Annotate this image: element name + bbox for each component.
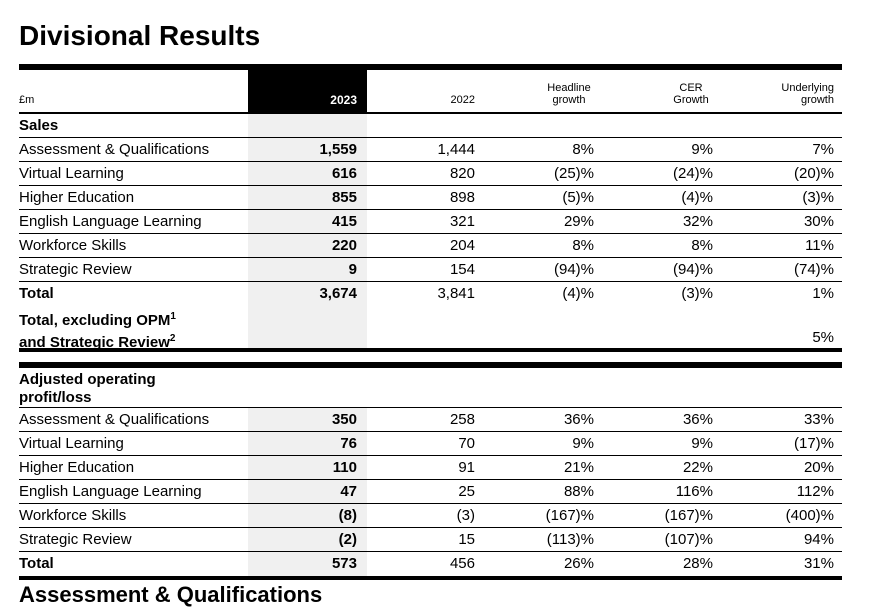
cell-y2023: (2) bbox=[248, 528, 367, 551]
cell-underlying: 30% bbox=[803, 212, 834, 230]
table-row bbox=[19, 408, 842, 432]
cell-y2023: 415 bbox=[248, 210, 367, 233]
profit-heading-line2: profit/loss bbox=[19, 389, 92, 406]
cell-headline: (167)% bbox=[545, 506, 594, 524]
cell-y2022: (3) bbox=[456, 506, 475, 524]
header-2023: 2023 bbox=[248, 70, 367, 112]
excl-sup2: 2 bbox=[169, 333, 176, 344]
cell-cer: (167)% bbox=[664, 506, 713, 524]
table-row bbox=[19, 528, 842, 552]
cell-headline: 88% bbox=[563, 482, 594, 500]
cell-underlying: 94% bbox=[803, 530, 834, 548]
cell-underlying: 112% bbox=[796, 482, 834, 500]
cell-headline: 8% bbox=[572, 236, 594, 254]
cell-underlying: (20)% bbox=[793, 164, 834, 182]
cell-y2023: 1,559 bbox=[248, 138, 367, 161]
cell-name: English Language Learning bbox=[19, 482, 202, 500]
cell-name: Virtual Learning bbox=[19, 164, 124, 182]
table-row bbox=[19, 480, 842, 504]
cell-y2022: 91 bbox=[458, 458, 475, 476]
excl-line1: Total, excluding OPM bbox=[19, 312, 171, 329]
table-row bbox=[19, 234, 842, 258]
cell-underlying: (400)% bbox=[785, 506, 834, 524]
cell-name: Higher Education bbox=[19, 188, 135, 206]
cell-headline: 29% bbox=[563, 212, 594, 230]
excl-underlying: 5% bbox=[812, 329, 834, 346]
excl-sup1: 1 bbox=[170, 311, 176, 322]
cell-headline: 8% bbox=[572, 140, 594, 158]
cell-headline: 26% bbox=[563, 555, 594, 572]
cell-headline: 9% bbox=[572, 434, 594, 452]
cell-name: Total bbox=[19, 555, 54, 572]
cell-y2023: 855 bbox=[248, 186, 367, 209]
header-underlying-growth-label: Underlying growth bbox=[781, 82, 834, 106]
sales-rows bbox=[19, 138, 842, 306]
sales-excl-row bbox=[19, 306, 842, 351]
cell-underlying: (74)% bbox=[793, 260, 834, 278]
table-row bbox=[19, 162, 842, 186]
cell-underlying: 20% bbox=[803, 458, 834, 476]
cell-y2023: 220 bbox=[248, 234, 367, 257]
cell-name: Higher Education bbox=[19, 458, 135, 476]
cell-cer: (94)% bbox=[672, 260, 713, 278]
cell-cer: (107)% bbox=[664, 530, 713, 548]
page-title: Divisional Results bbox=[19, 20, 261, 51]
cell-y2023: (8) bbox=[248, 504, 367, 527]
cell-y2022: 70 bbox=[458, 434, 475, 452]
table-header-row bbox=[19, 70, 842, 114]
cell-y2022: 154 bbox=[449, 260, 475, 278]
cell-y2022: 204 bbox=[449, 236, 475, 254]
cell-name: Strategic Review bbox=[19, 260, 132, 278]
cell-underlying: (3)% bbox=[802, 188, 834, 206]
table-row bbox=[19, 282, 842, 306]
cell-name: Workforce Skills bbox=[19, 236, 127, 254]
cell-headline: (94)% bbox=[553, 260, 594, 278]
header-cer-growth-label: CER Growth bbox=[673, 82, 709, 106]
cell-underlying: 11% bbox=[805, 236, 834, 254]
cell-y2023: 47 bbox=[248, 480, 367, 503]
sales-section-heading bbox=[19, 114, 842, 138]
cell-cer: 28% bbox=[682, 555, 713, 572]
shaded-cell bbox=[248, 114, 367, 137]
profit-heading-line1: Adjusted operating bbox=[19, 371, 156, 388]
table-row bbox=[19, 504, 842, 528]
cell-cer: 116% bbox=[675, 482, 713, 500]
cell-y2022: 321 bbox=[449, 212, 475, 230]
cell-cer: (4)% bbox=[681, 188, 713, 206]
profit-section-heading bbox=[19, 368, 842, 408]
cell-headline: (5)% bbox=[562, 188, 594, 206]
cell-name: Assessment & Qualifications bbox=[19, 140, 210, 158]
profit-heading bbox=[19, 368, 248, 407]
cell-y2022: 3,841 bbox=[437, 285, 475, 302]
cell-y2023: 9 bbox=[248, 258, 367, 281]
cell-y2022: 15 bbox=[458, 530, 475, 548]
cell-cer: 9% bbox=[691, 434, 713, 452]
cell-cer: 22% bbox=[682, 458, 713, 476]
sales-excl-label bbox=[19, 306, 248, 351]
sales-heading: Sales bbox=[19, 117, 59, 134]
cell-y2023: 110 bbox=[248, 456, 367, 479]
cell-headline: (113)% bbox=[546, 530, 594, 548]
header-unit: £m bbox=[19, 94, 35, 106]
profit-rows bbox=[19, 408, 842, 576]
cell-y2023: 573 bbox=[248, 552, 367, 576]
cell-cer: 8% bbox=[691, 236, 713, 254]
table-row bbox=[19, 210, 842, 234]
empty-cell bbox=[367, 306, 485, 348]
table-row bbox=[19, 186, 842, 210]
next-section-heading: Assessment & Qualifications bbox=[19, 582, 323, 607]
cell-headline: 36% bbox=[563, 410, 594, 428]
table-row bbox=[19, 138, 842, 162]
cell-y2022: 258 bbox=[449, 410, 475, 428]
cell-y2022: 898 bbox=[449, 188, 475, 206]
table-bottom-rule bbox=[19, 576, 842, 580]
cell-underlying: 31% bbox=[803, 555, 834, 572]
cell-y2022: 456 bbox=[449, 555, 475, 572]
cell-cer: 36% bbox=[682, 410, 713, 428]
cell-y2022: 1,444 bbox=[437, 140, 475, 158]
table-row bbox=[19, 552, 842, 576]
cell-headline: 21% bbox=[563, 458, 594, 476]
cell-y2022: 820 bbox=[449, 164, 475, 182]
cell-name: Assessment & Qualifications bbox=[19, 410, 210, 428]
cell-underlying: (17)% bbox=[793, 434, 834, 452]
cell-y2023: 76 bbox=[248, 432, 367, 455]
cell-name: Workforce Skills bbox=[19, 506, 127, 524]
cell-cer: (24)% bbox=[672, 164, 713, 182]
shaded-cell bbox=[248, 306, 367, 348]
header-headline-growth bbox=[485, 70, 604, 112]
cell-cer: 9% bbox=[691, 140, 713, 158]
header-2022: 2022 bbox=[450, 94, 475, 106]
table-row bbox=[19, 456, 842, 480]
header-underlying-growth bbox=[723, 70, 842, 112]
cell-cer: (3)% bbox=[681, 285, 713, 302]
cell-cer: 32% bbox=[682, 212, 713, 230]
cell-name: Virtual Learning bbox=[19, 434, 124, 452]
divisional-results-table bbox=[19, 64, 842, 580]
excl-line2: and Strategic Review bbox=[19, 334, 170, 351]
cell-headline: (4)% bbox=[562, 285, 594, 302]
cell-name: Total bbox=[19, 285, 54, 302]
empty-cell bbox=[485, 306, 604, 348]
table-row bbox=[19, 432, 842, 456]
header-headline-growth-label: Headline growth bbox=[547, 82, 591, 106]
table-row bbox=[19, 258, 842, 282]
cell-headline: (25)% bbox=[553, 164, 594, 182]
cell-underlying: 33% bbox=[803, 410, 834, 428]
cell-underlying: 7% bbox=[812, 140, 834, 158]
header-cer-growth bbox=[604, 70, 723, 112]
section-gap bbox=[19, 352, 842, 362]
cell-underlying: 1% bbox=[812, 285, 834, 302]
cell-y2023: 616 bbox=[248, 162, 367, 185]
cell-y2022: 25 bbox=[458, 482, 475, 500]
empty-cell bbox=[604, 306, 723, 348]
cell-name: Strategic Review bbox=[19, 530, 132, 548]
cell-y2023: 350 bbox=[248, 408, 367, 431]
cell-y2023: 3,674 bbox=[248, 282, 367, 306]
cell-name: English Language Learning bbox=[19, 212, 202, 230]
